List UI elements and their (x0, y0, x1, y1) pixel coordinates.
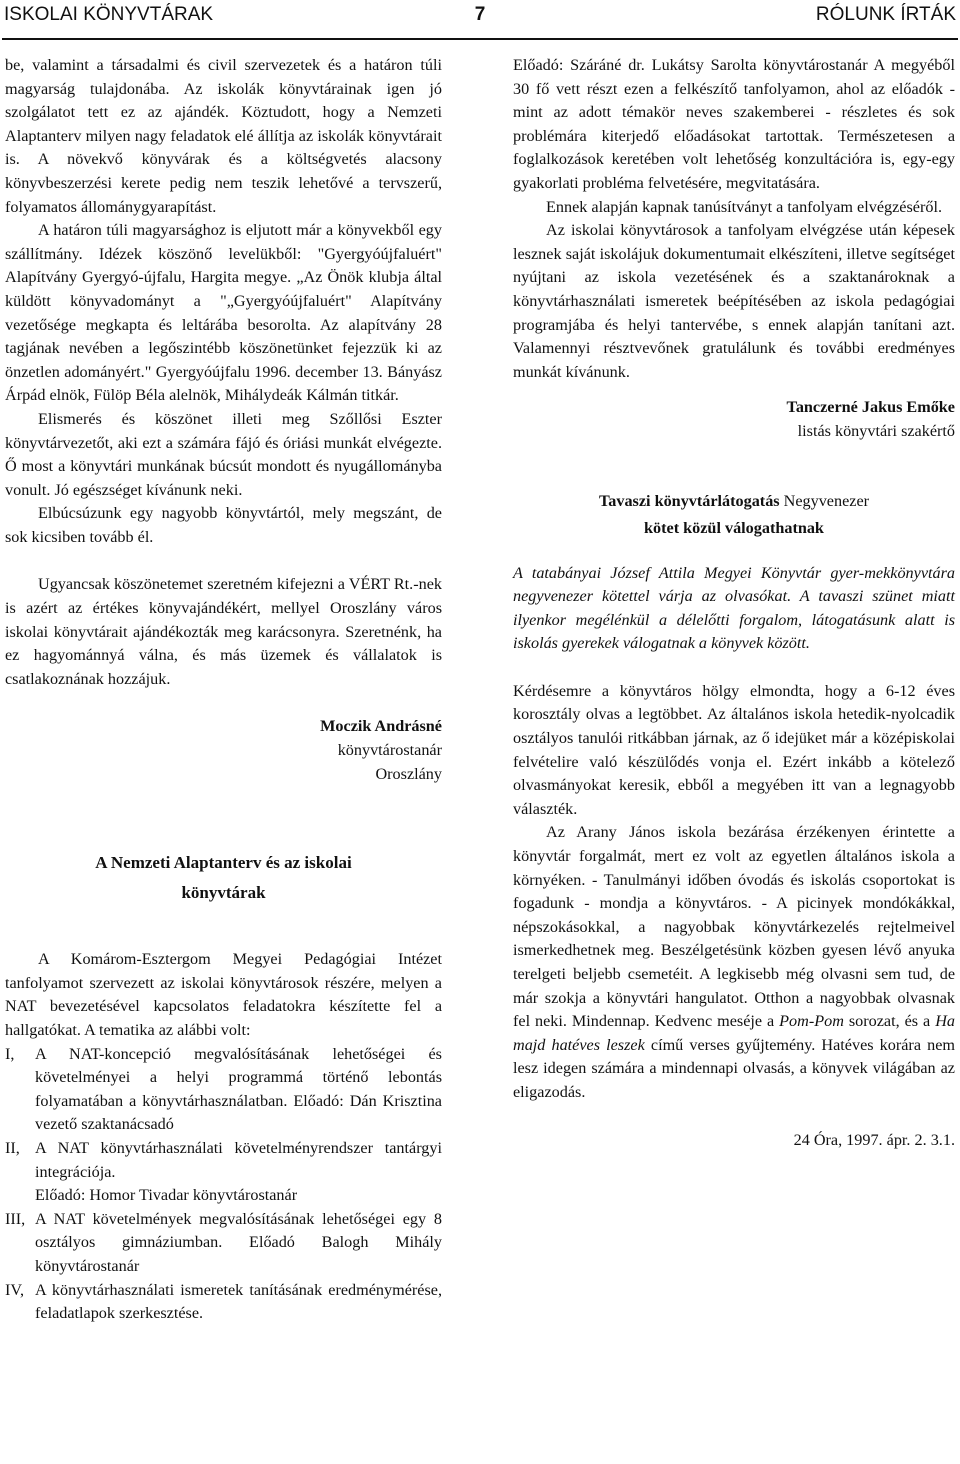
paragraph: Elbúcsúzunk egy nagyobb könyvtártól, mely megszánt, de sok kicsiben tovább él. (5, 504, 442, 546)
list-number: II, (5, 1138, 20, 1157)
paragraph: Elismerés és köszönet illeti meg Szőllősi Eszter könyvtárvezetőt, aki ezt a számára fájó és óriási munkát elvégezte. Ő most a könyvtári munkának búcsút mondott és nyugállományba vonult. Jó egészséget kívánunk neki. (5, 409, 442, 499)
paragraph (513, 821, 955, 1104)
paragraph: A határon túli magyarsághoz is eljutott már a könyvekből egy szállítmány. Idézek köszönő levelükből: "Gyergyóújfaluért" Alapítvány Gyergyó-újfalu, Hargita megye. „Az Önök klubja által küldött könyvadományt a "„Gyergyóújfaluért" Alapítvány vezetősége megkapta és leltárába besorolta. Az alapítvány 28 tagjának nevében a legőszintébb köszönetünket fejezzük ki az önzetlen adományért." Gyergyóújfalu 1996. december 13. Bányász Árpád elnök, Fülöp Béla alelnök, Mihálydeák Kálmán titkár. (5, 221, 442, 405)
text-run: című verses gyűjtemény. Hatéves korára nem lesz idegen számára a mindennapi olvasás, a könyvek világában az eligazodás. (513, 1035, 955, 1101)
article-title (513, 488, 955, 542)
list-item (5, 1208, 442, 1279)
page-header (0, 0, 960, 34)
article-title-line: kötet közül válogathatnak (644, 518, 824, 537)
lead-paragraph: A tatabányai József Attila Megyei Könyvtár gyer-mekkönyvtára negyvenezer kötettel várja az olvasókat. A tavaszi szünet miatt ilyenkor megélénkül a délelőtti forgalom, látogatásunk alatt is iskolás gyerekek válogatnak a könyvek között. (513, 563, 955, 653)
page-number: 7 (474, 4, 486, 25)
section-title-left: ISKOLAI KÖNYVTÁRAK (4, 4, 214, 25)
list-text: A NAT-koncepció megvalósításának lehetőségei és követelményei a helyi programmá történő lebontás folyamatában a könyvtárhasználatban. Előadó: Dán Krisztina vezető szaktanácsadó (35, 1044, 442, 1134)
list-text: A NAT könyvtárhasználati követelményrendszer tantárgyi integrációja. (35, 1138, 442, 1181)
article-title-line: könyvtárak (181, 883, 266, 903)
list-sub-text: Előadó: Homor Tivadar könyvtárostanár (35, 1186, 298, 1205)
list-number: III, (5, 1209, 26, 1228)
left-column (5, 54, 442, 1326)
signature-role: listás könyvtári szakértő (797, 421, 955, 440)
source-citation: 24 Óra, 1997. ápr. 2. 3.1. (793, 1130, 955, 1149)
paragraph: Kérdésemre a könyvtáros hölgy elmondta, hogy a 6-12 éves korosztály olvas a legtöbbet. Az általános iskola hetedik-nyolcadik osztályos tanulói ritkábban járnak, az ő idejüket már a középiskolai felvételire való készülődés vonja el. Ezért inkább a kötelező olvasmányokat keresik, ebből a megyében itt van a legnagyobb választék. (513, 681, 955, 818)
signature-role: könyvtárostanár (337, 741, 442, 760)
article-title-rest: Negyvenezer (779, 491, 870, 510)
paragraph: be, valamint a társadalmi és civil szervezetek és a határon túli magyarság tulajdonába. Az iskolák könyvtárainak igen jó szolgálatot tett ez az ajándék. Köztudott, hogy a Nemzeti Alaptanterv milyen nagy feladatok elé állítja az iskolák könyvtárait is. A növekvő könyvárak és a költségvetés alacsony könyvbeszerzési kerete pedig nem teszik lehetővé a tervszerű, folyamatos állománygyarapítást. (5, 56, 442, 216)
article-title (5, 848, 442, 908)
signature-block (5, 715, 442, 786)
series-title: Pom-Pom (779, 1012, 844, 1031)
paragraph: Az iskolai könyvtárosok a tanfolyam elvégzése után képesek lesznek saját iskolájuk dokumentumait elkészíteni, illetve segítséget nyújtani az iskola vezetésének és a szaktanároknak a könyvtárhasználati ismeretek beépítésében az iskola pedagógiai programjába és helyi tantervébe, s ennek alapján tanítani azt. Valamennyi résztvevőnek gratulálunk és további eredményes munkát kívánunk. (513, 221, 955, 381)
signature-block (513, 396, 955, 443)
list-item (5, 1137, 442, 1184)
signature-name: Moczik Andrásné (320, 717, 442, 736)
signature-place: Oroszlány (375, 764, 442, 783)
section-title-right: RÓLUNK ÍRTÁK (815, 4, 956, 25)
paragraph: Ugyancsak köszönetemet szeretném kifejezni a VÉRT Rt.-nek is azért az értékes könyvajándékért, mellyel Oroszlány város iskolai könyvtárait ajándékozták meg karácsonyra. Szeretnénk, ha ez hagyománnyá válna, és más üzemek és vállalatok is csatlakoznának hozzájuk. (5, 575, 442, 688)
list-number: IV, (5, 1280, 25, 1299)
paragraph: Előadó: Száráné dr. Lukátsy Sarolta könyvtárostanár A megyéből 30 fő vett részt ezen a felkészítő tanfolyamon, ahol az előadók - mint az adott témakör neves szakemberei - részletes és sok problémára kiterjedő előadásokat tartottak. Természetesen a foglalkozások keretében volt lehetőség konzultációra is, egy-egy gyakorlati probléma felvetésére, megvitatására. (513, 56, 955, 192)
paragraph: A Komárom-Esztergom Megyei Pedagógiai Intézet tanfolyamot szervezett az iskolai könyvtárosok részére, melyen a NAT bevezetésével kapcsolatos feladatokra készítette fel a hallgatókat. A tematika az alábbi volt: (5, 950, 442, 1039)
list-item (5, 1279, 442, 1326)
article-title-line: A Nemzeti Alaptanterv és az iskolai (95, 853, 352, 873)
header-divider (2, 38, 958, 40)
text-run: sorozat, és a (843, 1012, 936, 1031)
paragraph: Ennek alapján kapnak tanúsítványt a tanfolyam elvégzéséről. (546, 197, 942, 216)
list-text: A NAT követelmények megvalósításának lehetőségei egy 8 osztályos gimnáziumban. Előadó Balogh Mihály könyvtárostanár (35, 1209, 442, 1275)
list-number: I, (5, 1044, 15, 1063)
book-title: Ha majd hatéves leszek (513, 1012, 955, 1054)
text-run: Az Arany János iskola bezárása érzékenyen érintette a könyvtár forgalmát, mert ez volt az egyetlen általános iskola a környéken. - Tanulmányi időben óvodás és iskolás csoportokat is fogadunk - mondja a könyvtáros. - A picinyek mondókákkal, népszokásokkal, a nagyobbak könyvtárkezelés rejtelmeivel ismerkedhetnek meg. Beszélgetésünk közben gyesen lévő anyuka terelgeti beljebb csemetéit. A legkisebb még olvasni sem tud, de már szokja a könyvtári hangulatot. Otthon a nagyobbak olvasnak fel neki. Mindennap. Kedvenc meséje a (513, 823, 955, 1031)
list-text: A könyvtárhasználati ismeretek tanításának eredménymérése, feladatlapok szerkesztése. (35, 1280, 442, 1323)
list-item (5, 1043, 442, 1137)
article-title-bold: Tavaszi könyvtárlátogatás (598, 491, 780, 510)
right-column (513, 54, 955, 1152)
signature-name: Tanczerné Jakus Emőke (786, 398, 955, 417)
